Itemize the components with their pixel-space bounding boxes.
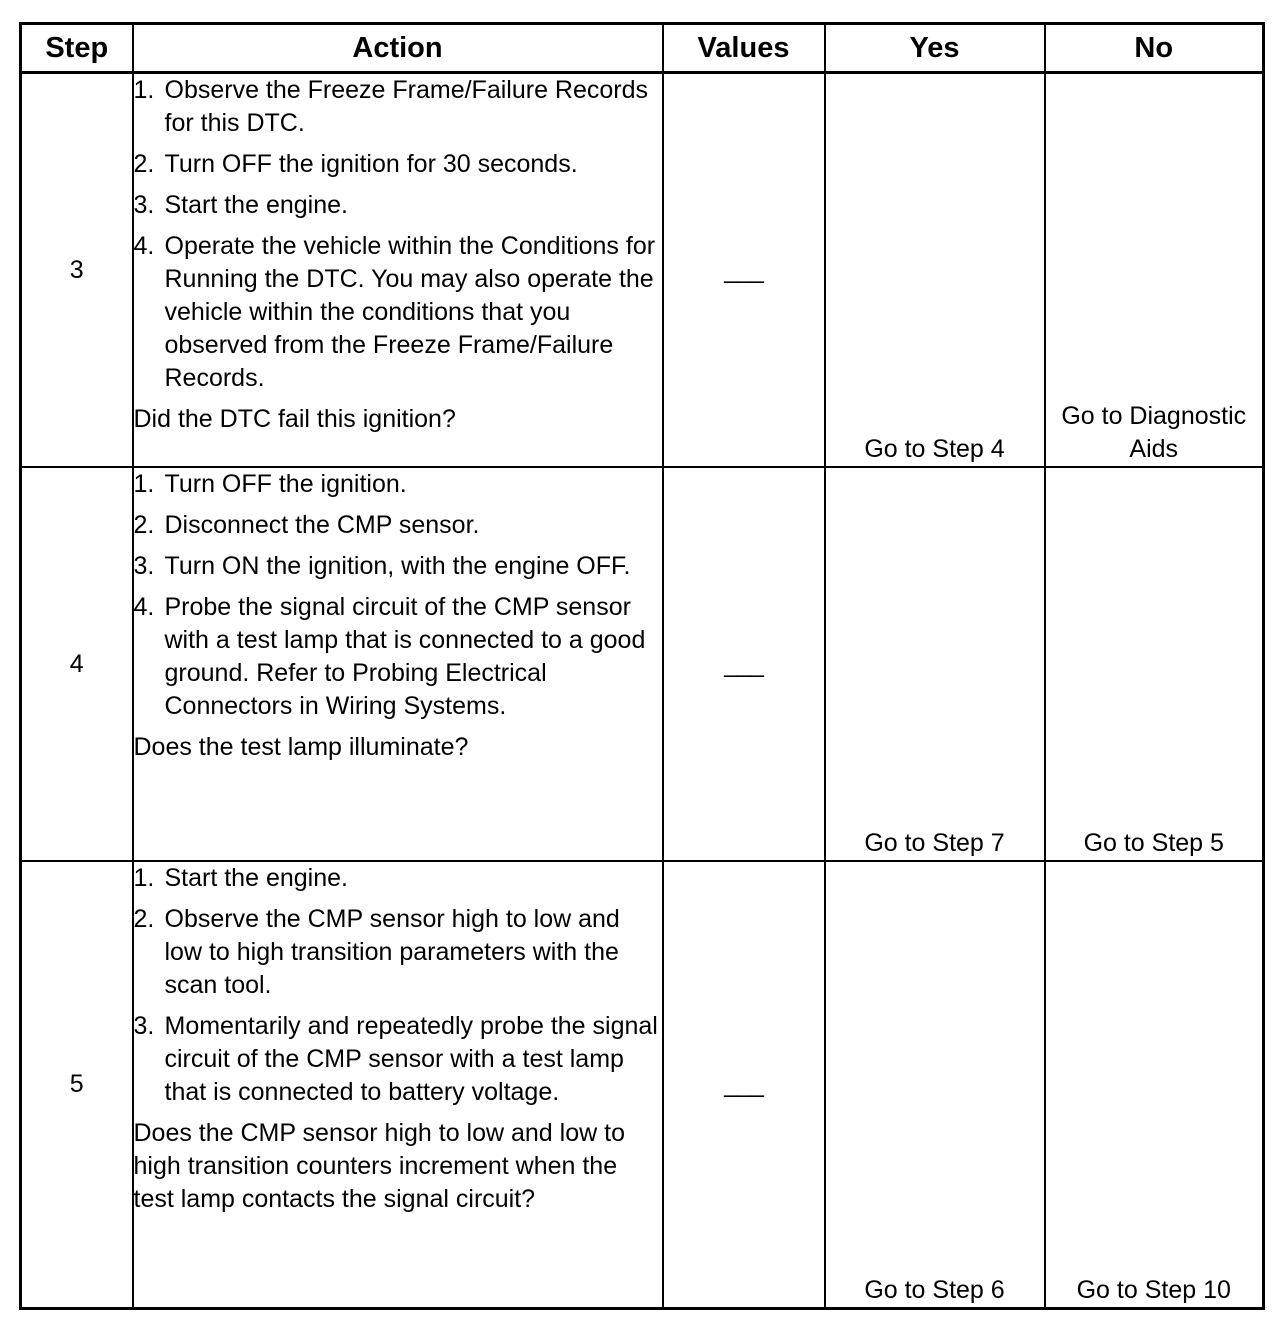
values-cell <box>663 861 825 1309</box>
action-item-number: 2. <box>133 905 155 933</box>
values-placeholder: ___ <box>724 649 763 678</box>
action-item-text: Probe the signal circuit of the CMP sensor with a test lamp that is connected to a good ground. Refer to Probing Electrical Connectors in Wiring Systems. <box>164 593 646 720</box>
action-item-text: Turn OFF the ignition. <box>164 470 407 498</box>
no-cell: Go to Step 5 <box>1045 467 1264 861</box>
action-item-number: 1. <box>133 470 155 498</box>
action-item-text: Observe the CMP sensor high to low and low to high transition parameters with the scan tool. <box>164 905 620 999</box>
action-item-number: 1. <box>133 76 155 104</box>
action-item <box>134 550 662 583</box>
yes-cell: Go to Step 6 <box>825 861 1045 1309</box>
header-values: Values <box>663 24 825 73</box>
table-row <box>21 467 1264 861</box>
action-item-text: Observe the Freeze Frame/Failure Records for this DTC. <box>164 76 649 137</box>
action-item <box>134 591 662 723</box>
action-item <box>134 189 662 222</box>
action-item-text: Disconnect the CMP sensor. <box>164 511 480 539</box>
step-number: 3 <box>21 73 133 468</box>
table-row <box>21 861 1264 1309</box>
action-item <box>134 1010 662 1109</box>
action-item-number: 2. <box>133 511 155 539</box>
action-list <box>134 74 662 395</box>
step-number: 5 <box>21 861 133 1309</box>
header-yes: Yes <box>825 24 1045 73</box>
action-item-text: Start the engine. <box>164 191 348 219</box>
action-item-number: 2. <box>133 150 155 178</box>
action-list <box>134 862 662 1109</box>
action-cell <box>133 73 663 468</box>
action-item-text: Turn ON the ignition, with the engine OFF. <box>164 552 631 580</box>
values-cell <box>663 73 825 468</box>
action-item-number: 4. <box>133 232 155 260</box>
action-question: Does the test lamp illuminate? <box>133 733 469 761</box>
action-item-text: Operate the vehicle within the Conditions for Running the DTC. You may also operate the vehicle within the conditions that you observed from the Freeze Frame/Failure Records. <box>164 232 656 392</box>
values-placeholder: ___ <box>724 255 763 284</box>
action-item-number: 4. <box>133 593 155 621</box>
action-item <box>134 509 662 542</box>
action-item-number: 1. <box>133 864 155 892</box>
action-list <box>134 468 662 723</box>
header-row <box>21 24 1264 73</box>
action-item <box>134 74 662 140</box>
values-placeholder: ___ <box>724 1070 763 1098</box>
no-cell: Go to Diagnostic Aids <box>1045 73 1264 468</box>
header-step: Step <box>21 24 133 73</box>
header-action: Action <box>133 24 663 73</box>
action-item-text: Turn OFF the ignition for 30 seconds. <box>164 150 578 178</box>
action-item-number: 3. <box>133 1012 155 1040</box>
action-question: Does the CMP sensor high to low and low to high transition counters increment when the test lamp contacts the signal circuit? <box>133 1119 625 1213</box>
yes-cell: Go to Step 7 <box>825 467 1045 861</box>
action-item <box>134 862 662 895</box>
step-number: 4 <box>21 467 133 861</box>
action-item <box>134 903 662 1002</box>
action-item-number: 3. <box>133 552 155 580</box>
yes-cell: Go to Step 4 <box>825 73 1045 468</box>
action-item <box>134 148 662 181</box>
action-cell <box>133 861 663 1309</box>
action-item-number: 3. <box>133 191 155 219</box>
no-cell: Go to Step 10 <box>1045 861 1264 1309</box>
action-cell <box>133 467 663 861</box>
action-question: Did the DTC fail this ignition? <box>133 405 456 433</box>
table-row <box>21 73 1264 468</box>
action-item-text: Momentarily and repeatedly probe the signal circuit of the CMP sensor with a test lamp that is connected to battery voltage. <box>164 1012 658 1106</box>
diagnostic-table <box>19 22 1265 1310</box>
action-item-text: Start the engine. <box>164 864 348 892</box>
values-cell <box>663 467 825 861</box>
action-item <box>134 230 662 395</box>
action-item <box>134 468 662 501</box>
header-no: No <box>1045 24 1264 73</box>
